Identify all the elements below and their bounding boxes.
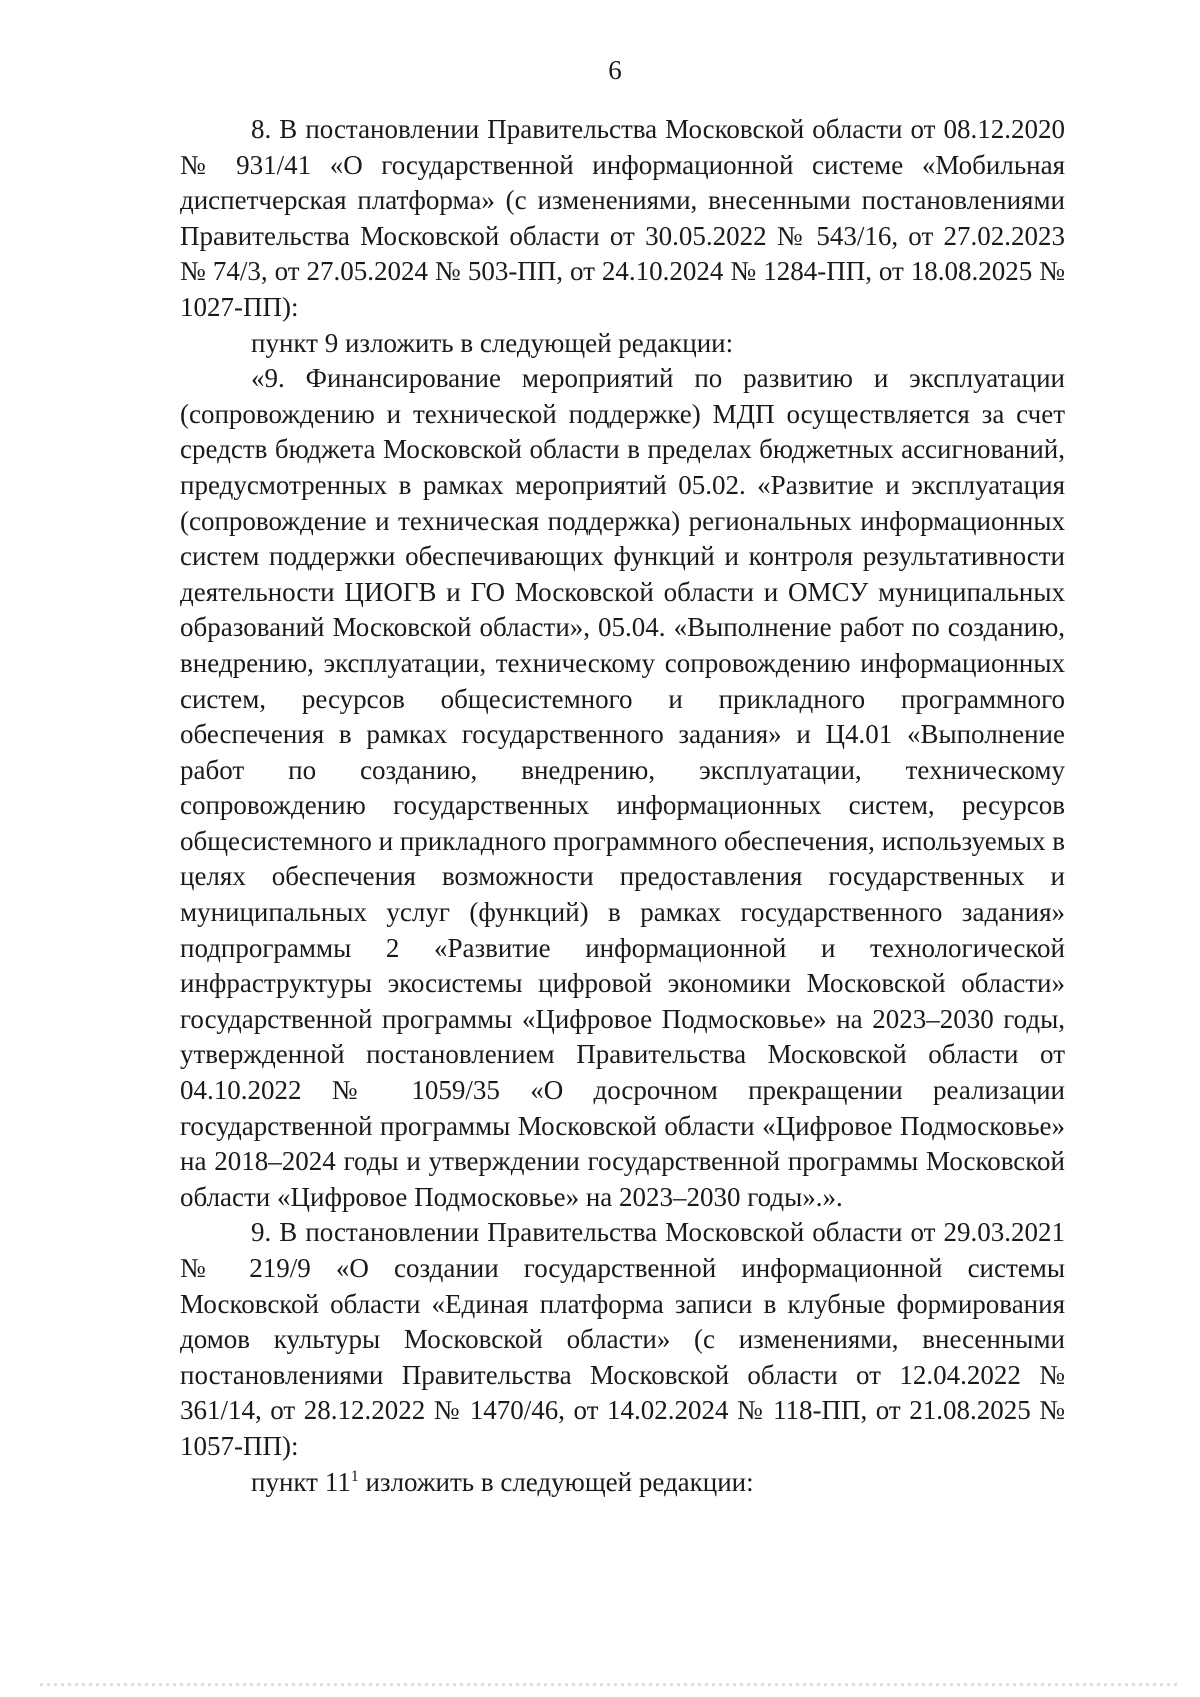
document-body xyxy=(180,112,1065,1500)
instruction-text-after: изложить в следующей редакции: xyxy=(358,1466,754,1497)
paragraph-item-8-new-text: «9. Финансирование мероприятий по развитию и эксплуатации (сопровождению и технической поддержке) МДП осуществляется за счет средств бюджета Московской области в пределах бюджетных ассигнований, предусмотренных в рамках мероприятий 05.02. «Развитие и эксплуатация (сопровождение и техническая поддержка) региональных информационных систем поддержки обеспечивающих функций и контроля результативности деятельности ЦИОГВ и ГО Московской области и ОМСУ муниципальных образований Московской области», 05.04. «Выполнение работ по созданию, внедрению, эксплуатации, техническому сопровождению информационных систем, ресурсов общесистемного и прикладного программного обеспечения в рамках государственного задания» и Ц4.01 «Выполнение работ по созданию, внедрению, эксплуатации, техническому сопровождению государственных информационных систем, ресурсов общесистемного и прикладного программного обеспечения, используемых в целях обеспечения возможности предоставления государственных и муниципальных услуг (функций) в рамках государственного задания» подпрограммы 2 «Развитие информационной и технологической инфраструктуры экосистемы цифровой экономики Московской области» государственной программы «Цифровое Подмосковье» на 2023–2030 годы, утвержденной постановлением Правительства Московской области от 04.10.2022 № 1059/35 «О досрочном прекращении реализации государственной программы Московской области «Цифровое Подмосковье» на 2018–2024 годы и утверждении государственной программы Московской области «Цифровое Подмосковье» на 2023–2030 годы».». xyxy=(180,363,1065,1212)
scan-edge-artifact xyxy=(40,1683,1180,1686)
paragraph-item-9: 9. В постановлении Правительства Московской области от 29.03.2021 № 219/9 «О создании государственной информационной системы Московской области «Единая платформа записи в клубные формирования домов культуры Московской области» (с изменениями, внесенными постановлениями Правительства Московской области от 12.04.2022 № 361/14, от 28.12.2022 № 1470/46, от 14.02.2024 № 118-ПП, от 21.08.2025 № 1057-ПП): xyxy=(180,1217,1065,1461)
paragraph-item-8-instruction: пункт 9 изложить в следующей редакции: xyxy=(251,327,734,358)
page-number: 6 xyxy=(608,55,622,85)
superscript-index: 1 xyxy=(350,1467,359,1485)
paragraph-item-9-instruction xyxy=(180,1465,1065,1501)
paragraph-item-8: 8. В постановлении Правительства Московской области от 08.12.2020 № 931/41 «О государственной информационной системе «Мобильная диспетчерская платформа» (с изменениями, внесенными постановлениями Правительства Московской области от 30.05.2022 № 543/16, от 27.02.2023 № 74/3, от 27.05.2024 № 503-ПП, от 24.10.2024 № 1284-ПП, от 18.08.2025 № 1027-ПП): xyxy=(180,114,1065,322)
instruction-text-before: пункт 11 xyxy=(251,1466,351,1497)
